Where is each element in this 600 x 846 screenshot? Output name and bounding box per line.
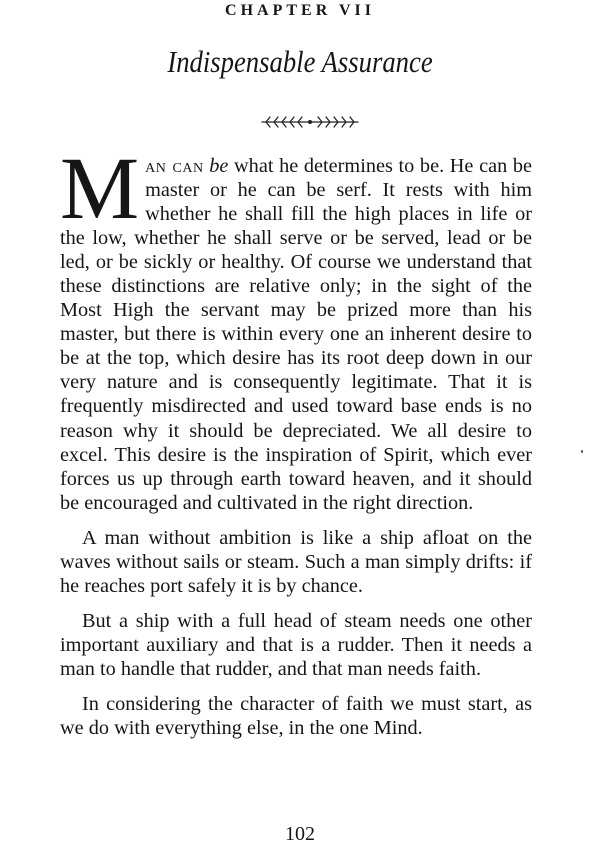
page-number: 102: [285, 823, 315, 845]
chapter-label: CHAPTER VII: [225, 2, 375, 19]
opening-smallcaps: an can: [145, 155, 204, 177]
paragraph-4: In considering the character of faith we must start, as we do with everything else, in the one Mind.: [60, 692, 532, 740]
drop-cap: M: [60, 140, 140, 238]
body-text: [60, 140, 533, 740]
chapter-title: Indispensable Assurance: [167, 44, 433, 79]
opening-emphasis: be: [209, 155, 229, 177]
paragraph-opening: [60, 140, 533, 515]
vine-ornament-icon: [260, 114, 360, 130]
paragraph-1-text: what he determines to be. He can be master or he can be serf. It rests with him whether he shall fill the high places in life or the low, whether he shall serve or be served, lead or be led, or be sickly or healthy. Of course we understand that these distinctions are relative only; in the sight of the Most High the servant may be prized more than his master, but there is within every one an inherent desire to be at the top, which desire has its root deep down in our very nature and is consequently legitimate. That it is frequently misdirected and used toward base ends is no reason why it should be depreciated. We all desire to excel. This desire is the inspiration of Spirit, which ever forces us up through earth toward heaven, and it should be encouraged and cultivated in the right direction.: [60, 155, 533, 514]
stray-mark: [581, 450, 583, 453]
paragraph-3: But a ship with a full head of steam needs one other important auxiliary and that is a rudder. Then it needs a man to handle that rudder, and that man needs faith.: [60, 609, 532, 680]
paragraph-2: A man without ambition is like a ship afloat on the waves without sails or steam. Such a man simply drifts: if he reaches port safely it is by chance.: [60, 526, 532, 597]
